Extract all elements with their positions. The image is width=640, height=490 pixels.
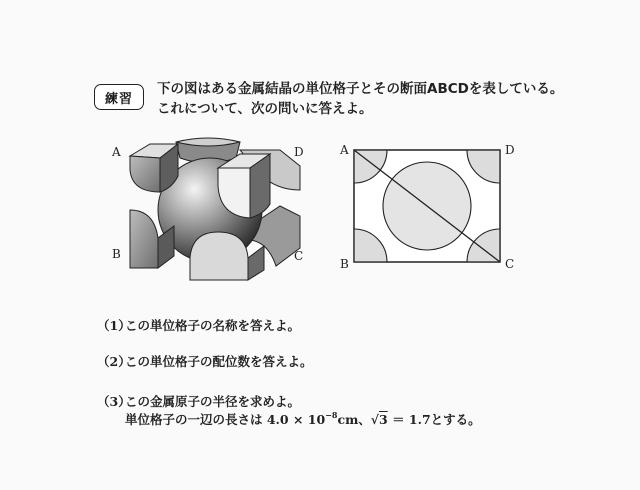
right-label-d: D xyxy=(505,143,515,157)
intro-line-2: これについて、次の問いに答えよ。 xyxy=(157,101,373,117)
question-3-detail xyxy=(125,410,481,428)
question-2-text: この単位格子の配位数を答えよ。 xyxy=(125,354,313,369)
right-label-c: C xyxy=(505,257,515,271)
practice-badge xyxy=(94,84,144,110)
question-3 xyxy=(97,392,300,410)
left-label-c: C xyxy=(294,249,304,263)
left-label-d: D xyxy=(294,145,304,159)
question-3-number: （3） xyxy=(97,394,131,409)
question-1-number: （1） xyxy=(97,318,131,333)
question-1-text: この単位格子の名称を答えよ。 xyxy=(125,318,301,333)
q3-detail-root: 3 xyxy=(379,412,388,427)
unit-cell-figure xyxy=(100,130,320,290)
cross-section-figure xyxy=(338,140,528,280)
right-label-b: B xyxy=(340,257,349,271)
q3-detail-exponent: −8 xyxy=(325,410,338,420)
practice-badge-text: 練習 xyxy=(104,91,133,107)
q3-detail-prefix: 単位格子の一辺の長さは 4.0 × 10 xyxy=(125,412,326,427)
intro-text xyxy=(157,79,597,119)
question-3-text: この金属原子の半径を求めよ。 xyxy=(125,394,301,409)
q3-detail-suffix: ＝ 1.7とする。 xyxy=(387,412,481,427)
right-label-a: A xyxy=(340,143,349,157)
left-label-a: A xyxy=(112,145,121,159)
intro-line-1: 下の図はある金属結晶の単位格子とその断面ABCDを表している。 xyxy=(157,81,564,97)
question-2 xyxy=(97,352,313,370)
q3-detail-unit: cm、√ xyxy=(337,412,380,427)
left-label-b: B xyxy=(112,247,121,261)
question-2-number: （2） xyxy=(97,354,131,369)
question-1 xyxy=(97,316,300,334)
